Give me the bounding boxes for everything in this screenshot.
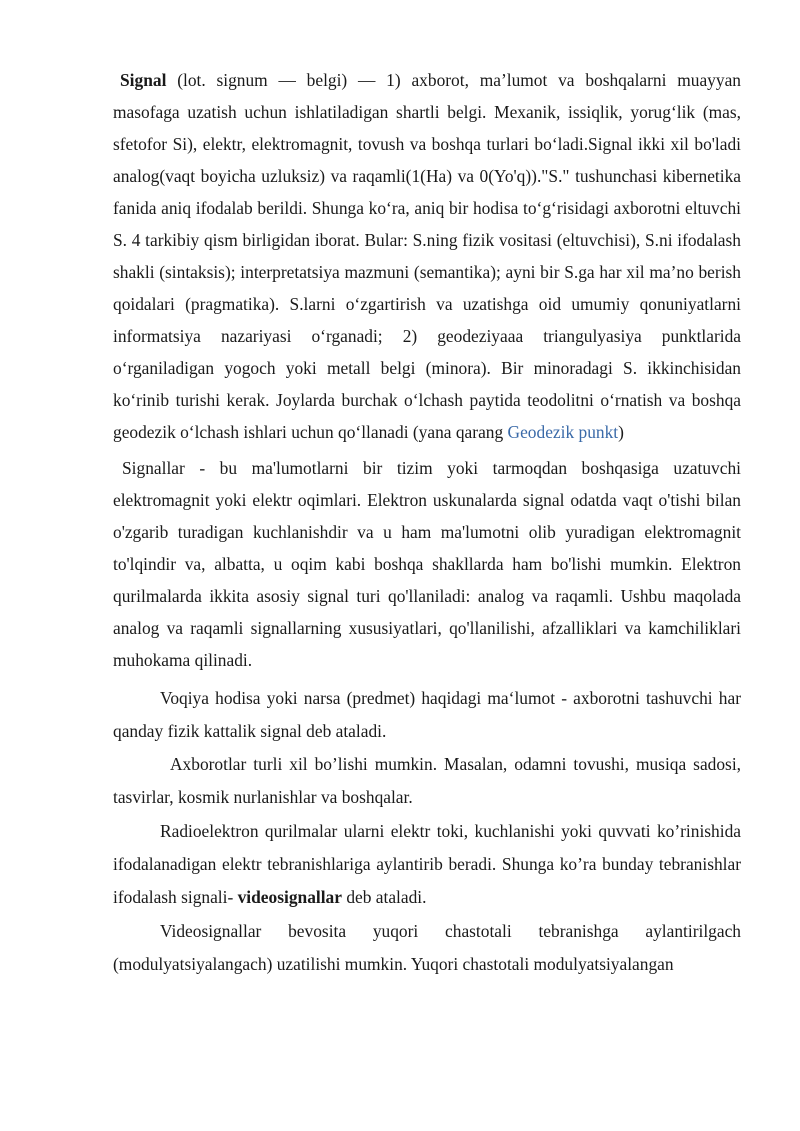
term-signal: Signal — [120, 70, 167, 90]
paragraph-axborotlar: Axborotlar turli xil bo’lishi mumkin. Masalan, odamni tovushi, musiqa sadosi, tasvirlar, kosmik nurlanishlar va boshqalar. — [113, 754, 741, 807]
document-page — [113, 64, 741, 981]
geodezik-punkt-link[interactable]: Geodezik punkt — [507, 422, 619, 442]
paragraph-signallar: Signallar - bu ma'lumotlarni bir tizim yoki tarmoqdan boshqasiga uzatuvchi elektromagnit yoki elektr oqimlari. Elektron uskunalarda signal odatda vaqt o'tishi bilan o'zgarib turadigan kuchlanishdir va u ham ma'lumotni olib yuradigan elektromagnit to'lqindir va, albatta, u oqim kabi boshqa shakllarda ham bo'lishi mumkin. Elektron qurilmalarda ikkita asosiy signal turi qo'llaniladi: analog va raqamli. Ushbu maqolada analog va raqamli signallarning xususiyatlari, qo'llanilishi, afzalliklari va kamchiliklari muhokama qilinadi. — [113, 458, 741, 670]
paragraph-videosignallar: Videosignallar bevosita yuqori chastotali tebranishga aylantirilgach (modulyatsiyalangach) uzatilishi mumkin. Yuqori chastotali modulyatsiyalangan — [113, 921, 741, 974]
term-videosignallar: videosignallar — [237, 887, 342, 907]
paragraph-text: Radioelektron qurilmalar ularni elektr toki, kuchlanishi yoki quvvati ko’rinishida ifodalanadigan elektr tebranishlariga aylantirib beradi. Shunga ko’ra bunday tebranishlar ifodalash signali- — [113, 821, 741, 907]
paragraph-radioelektron — [113, 815, 741, 914]
paragraph-text: (lot. signum — belgi) — 1) axborot, ma’lumot va boshqalarni muayyan masofaga uzatish uchun ishlatiladigan shartli belgi. Mexanik, issiqlik, yorug‘lik (mas, sfetofor Si), elektr, elektromagnit, tovush va boshqa turlari bo‘ladi.Signal ikki xil bo'ladi analog(vaqt boyicha uzluksiz) va raqamli(1(Ha) va 0(Yo'q))."S." tushunchasi kibernetika fanida aniq ifodalab berildi. Shunga ko‘ra, aniq bir hodisa to‘g‘risidagi axborotni eltuvchi S. 4 tarkibiy qism birligidan iborat. Bular: S.ning fizik vositasi (eltuvchisi), S.ni ifodalash shakli (sintaksis); interpretatsiya mazmuni (semantika); ayni bir S.ga har xil ma’no berish qoidalari (pragmatika). S.larni o‘zgartirish va uzatishga oid umumiy qonuniyatlarni informatsiya nazariyasi o‘rganadi; 2) geodeziyaaa triangulyasiya punktlarida o‘rganiladigan yogoch yoki metall belgi (minora). Bir minoradagi S. ikkinchisidan ko‘rinib turishi kerak. Joylarda burchak o‘lchash paytida teodolitni o‘rnatish va boshqa geodezik o‘lchash ishlari uchun qo‘llanadi (yana qarang — [113, 70, 741, 442]
paragraph-end: deb ataladi. — [341, 887, 427, 907]
paragraph-signal-definition — [113, 64, 741, 448]
paragraph-voqiya: Voqiya hodisa yoki narsa (predmet) haqidagi ma‘lumot - axborotni tashuvchi har qanday fizik kattalik signal deb ataladi. — [113, 688, 741, 741]
paragraph-end: ) — [618, 422, 624, 442]
